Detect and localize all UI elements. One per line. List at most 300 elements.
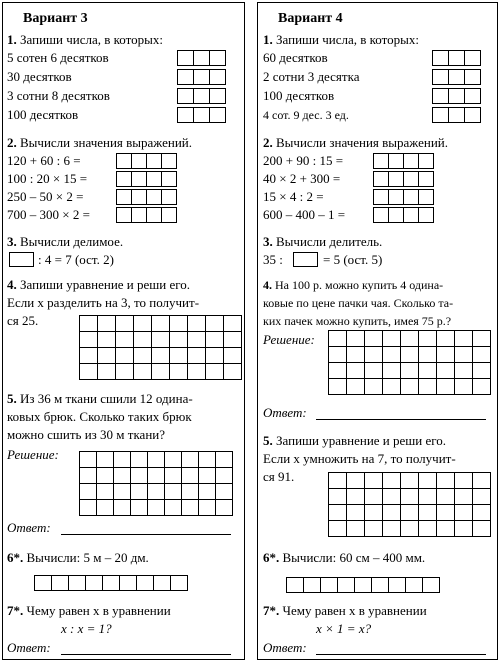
answer-cells[interactable] — [373, 189, 434, 205]
answer-cell[interactable] — [9, 252, 34, 267]
variant-4-card — [257, 2, 498, 660]
task-1-item: 4 сот. 9 дес. 3 ед. — [263, 108, 349, 122]
grid-cell[interactable] — [347, 347, 365, 363]
grid-cell[interactable] — [401, 331, 419, 347]
grid-cell[interactable] — [199, 452, 216, 468]
grid-cell[interactable] — [80, 500, 97, 516]
answer-cells[interactable] — [373, 171, 434, 187]
grid-cell[interactable] — [80, 364, 98, 380]
grid-cell[interactable] — [374, 190, 389, 205]
grid-cell[interactable] — [216, 484, 233, 500]
expression: 120 + 60 : 6 = — [7, 153, 81, 168]
grid-cell[interactable] — [132, 172, 147, 187]
grid-cell[interactable] — [132, 208, 147, 223]
variant-title: Вариант 3 — [23, 11, 88, 26]
grid-cell[interactable] — [194, 70, 210, 85]
grid-cell[interactable] — [383, 505, 401, 521]
equation: x × 1 = x? — [316, 621, 372, 636]
expression: 40 × 2 + 300 = — [263, 171, 341, 186]
answer-label: Ответ: — [7, 640, 51, 655]
grid-cell[interactable] — [404, 172, 419, 187]
grid-cell[interactable] — [178, 70, 194, 85]
task-1-item: 100 десятков — [7, 107, 79, 122]
task-1-item: 100 десятков — [263, 88, 335, 103]
grid-cell[interactable] — [347, 505, 365, 521]
grid-cell[interactable] — [465, 89, 481, 104]
answer-cells[interactable] — [373, 207, 434, 223]
answer-cells[interactable] — [116, 171, 177, 187]
grid-cell[interactable] — [117, 154, 132, 169]
task-4-line: ковые по цене пачки чая. Сколько та- — [263, 296, 454, 310]
grid-cell[interactable] — [401, 505, 419, 521]
grid-cell[interactable] — [473, 363, 491, 379]
answer-cells[interactable] — [177, 50, 226, 66]
grid-cell[interactable] — [97, 484, 114, 500]
grid-cell[interactable] — [114, 484, 131, 500]
grid-cell[interactable] — [372, 578, 389, 593]
task-5-line: Если x умножить на 7, то получит- — [263, 451, 456, 466]
grid-cell[interactable] — [162, 154, 177, 169]
grid-cell[interactable] — [433, 51, 449, 66]
grid-cell[interactable] — [170, 348, 188, 364]
grid-cell[interactable] — [383, 363, 401, 379]
task-7-heading: 7*. Чему равен x в уравнении — [263, 603, 427, 618]
grid-cell[interactable] — [455, 489, 473, 505]
grid-cell[interactable] — [449, 89, 465, 104]
grid-cell[interactable] — [401, 489, 419, 505]
grid-cell[interactable] — [419, 379, 437, 395]
grid-cell[interactable] — [98, 364, 116, 380]
grid-cell[interactable] — [419, 505, 437, 521]
task-6-heading: 6*. Вычисли: 60 см – 400 мм. — [263, 550, 426, 565]
grid-cell[interactable] — [383, 489, 401, 505]
grid-cell[interactable] — [178, 89, 194, 104]
grid-cell[interactable] — [473, 521, 491, 537]
grid-cell[interactable] — [194, 108, 210, 123]
grid-cell[interactable] — [455, 379, 473, 395]
grid-cell[interactable] — [170, 364, 188, 380]
grid-cell[interactable] — [114, 500, 131, 516]
grid-cell[interactable] — [389, 154, 404, 169]
answer-label: Ответ: — [7, 520, 51, 535]
grid-cell[interactable] — [419, 347, 437, 363]
answer-cells[interactable] — [34, 575, 188, 591]
grid-cell[interactable] — [117, 208, 132, 223]
grid-cell[interactable] — [170, 332, 188, 348]
grid-cell[interactable] — [134, 316, 152, 332]
grid-cell[interactable] — [170, 316, 188, 332]
grid-cell[interactable] — [188, 364, 206, 380]
task-4-line: ся 25. — [7, 313, 39, 328]
grid-cell[interactable] — [437, 347, 455, 363]
grid-cell[interactable] — [389, 208, 404, 223]
grid-cell[interactable] — [116, 348, 134, 364]
grid-cell[interactable] — [131, 452, 148, 468]
grid-cell[interactable] — [199, 468, 216, 484]
grid-cell[interactable] — [329, 521, 347, 537]
grid-cell[interactable] — [419, 172, 434, 187]
grid-cell[interactable] — [117, 172, 132, 187]
grid-cell[interactable] — [178, 108, 194, 123]
grid-cell[interactable] — [210, 89, 226, 104]
expression: = 5 (ост. 5) — [323, 252, 383, 267]
grid-cell[interactable] — [374, 172, 389, 187]
grid-cell[interactable] — [437, 363, 455, 379]
grid-cell[interactable] — [473, 489, 491, 505]
grid-cell[interactable] — [401, 379, 419, 395]
grid-cell[interactable] — [165, 468, 182, 484]
grid-cell[interactable] — [365, 347, 383, 363]
grid-cell[interactable] — [147, 208, 162, 223]
grid-cell[interactable] — [114, 452, 131, 468]
task-4-line: ких пачек можно купить, имея 75 р.? — [263, 314, 452, 328]
grid-cell[interactable] — [97, 468, 114, 484]
grid-cell[interactable] — [365, 521, 383, 537]
grid-cell[interactable] — [455, 331, 473, 347]
grid-cell[interactable] — [338, 578, 355, 593]
grid-cell[interactable] — [401, 363, 419, 379]
answer-line[interactable] — [316, 419, 486, 420]
expression: 600 – 400 – 1 = — [263, 207, 346, 222]
grid-cell[interactable] — [419, 489, 437, 505]
grid-cell[interactable] — [210, 51, 226, 66]
grid-cell[interactable] — [473, 347, 491, 363]
grid-cell[interactable] — [152, 332, 170, 348]
grid-cell[interactable] — [383, 347, 401, 363]
grid-cell[interactable] — [148, 484, 165, 500]
grid-cell[interactable] — [473, 473, 491, 489]
grid-cell[interactable] — [224, 364, 242, 380]
expression: : 4 = 7 (ост. 2) — [38, 252, 114, 267]
grid-cell[interactable] — [419, 190, 434, 205]
answer-cells[interactable] — [116, 153, 177, 169]
answer-cell[interactable] — [293, 252, 318, 267]
grid-cell[interactable] — [152, 364, 170, 380]
grid-cell[interactable] — [389, 172, 404, 187]
grid-cell[interactable] — [103, 576, 120, 591]
grid-cell[interactable] — [10, 253, 34, 267]
grid-cell[interactable] — [347, 473, 365, 489]
grid-cell[interactable] — [206, 348, 224, 364]
answer-label: Ответ: — [263, 640, 307, 655]
grid-cell[interactable] — [365, 331, 383, 347]
grid-cell[interactable] — [97, 452, 114, 468]
grid-cell[interactable] — [329, 363, 347, 379]
grid-cell[interactable] — [80, 468, 97, 484]
grid-cell[interactable] — [216, 468, 233, 484]
grid-cell[interactable] — [329, 347, 347, 363]
grid-cell[interactable] — [98, 348, 116, 364]
grid-cell[interactable] — [165, 500, 182, 516]
grid-cell[interactable] — [52, 576, 69, 591]
answer-line[interactable] — [61, 654, 231, 655]
variant-3-card — [2, 2, 245, 660]
grid-cell[interactable] — [365, 363, 383, 379]
grid-cell[interactable] — [383, 379, 401, 395]
grid-cell[interactable] — [188, 332, 206, 348]
grid-cell[interactable] — [437, 489, 455, 505]
grid-cell[interactable] — [389, 578, 406, 593]
grid-cell[interactable] — [465, 70, 481, 85]
grid-cell[interactable] — [321, 578, 338, 593]
grid-cell[interactable] — [455, 505, 473, 521]
grid-cell[interactable] — [473, 505, 491, 521]
grid-cell[interactable] — [98, 316, 116, 332]
grid-cell[interactable] — [162, 190, 177, 205]
task-1-heading: 1. Запиши числа, в которых: — [263, 32, 419, 47]
grid-cell[interactable] — [182, 452, 199, 468]
grid-cell[interactable] — [152, 316, 170, 332]
grid-cell[interactable] — [389, 190, 404, 205]
grid-cell[interactable] — [423, 578, 440, 593]
grid-cell[interactable] — [206, 316, 224, 332]
answer-cells[interactable] — [116, 189, 177, 205]
grid-cell[interactable] — [419, 473, 437, 489]
grid-cell[interactable] — [188, 348, 206, 364]
grid-cell[interactable] — [97, 500, 114, 516]
grid-cell[interactable] — [329, 473, 347, 489]
grid-cell[interactable] — [383, 331, 401, 347]
grid-cell[interactable] — [178, 51, 194, 66]
grid-cell[interactable] — [69, 576, 86, 591]
expression: 15 × 4 : 2 = — [263, 189, 324, 204]
grid-cell[interactable] — [147, 154, 162, 169]
answer-cells[interactable] — [177, 88, 226, 104]
solution-grid[interactable] — [79, 315, 242, 380]
grid-cell[interactable] — [216, 452, 233, 468]
grid-cell[interactable] — [294, 253, 318, 267]
answer-label: Ответ: — [263, 405, 307, 420]
grid-cell[interactable] — [433, 108, 449, 123]
answer-cells[interactable] — [373, 153, 434, 169]
grid-cell[interactable] — [433, 70, 449, 85]
task-7-heading: 7*. Чему равен x в уравнении — [7, 603, 171, 618]
grid-cell[interactable] — [210, 70, 226, 85]
grid-cell[interactable] — [419, 331, 437, 347]
grid-cell[interactable] — [182, 484, 199, 500]
expression: 250 – 50 × 2 = — [7, 189, 84, 204]
grid-cell[interactable] — [383, 473, 401, 489]
grid-cell[interactable] — [165, 452, 182, 468]
grid-cell[interactable] — [86, 576, 103, 591]
task-2-heading: 2. Вычисли значения выражений. — [263, 135, 449, 150]
task-2-heading: 2. Вычисли значения выражений. — [7, 135, 193, 150]
grid-cell[interactable] — [406, 578, 423, 593]
grid-cell[interactable] — [401, 473, 419, 489]
grid-cell[interactable] — [401, 521, 419, 537]
grid-cell[interactable] — [449, 108, 465, 123]
grid-cell[interactable] — [473, 331, 491, 347]
grid-cell[interactable] — [347, 521, 365, 537]
task-4-line: Если x разделить на 3, то получит- — [7, 295, 200, 310]
expression: 35 : — [263, 252, 283, 267]
grid-cell[interactable] — [152, 348, 170, 364]
grid-cell[interactable] — [120, 576, 137, 591]
answer-cells[interactable] — [432, 88, 481, 104]
variant-title: Вариант 4 — [278, 11, 343, 26]
grid-cell[interactable] — [210, 108, 226, 123]
grid-cell[interactable] — [162, 172, 177, 187]
task-1-heading: 1. Запиши числа, в которых: — [7, 32, 163, 47]
task-4-line: 4. На 100 р. можно купить 4 одина- — [263, 278, 444, 292]
grid-cell[interactable] — [419, 363, 437, 379]
expression: 100 : 20 × 15 = — [7, 171, 88, 186]
grid-cell[interactable] — [374, 208, 389, 223]
grid-cell[interactable] — [437, 331, 455, 347]
grid-cell[interactable] — [419, 208, 434, 223]
grid-cell[interactable] — [287, 578, 304, 593]
task-6-heading: 6*. Вычисли: 5 м – 20 дм. — [7, 550, 149, 565]
grid-cell[interactable] — [365, 505, 383, 521]
grid-cell[interactable] — [404, 154, 419, 169]
grid-cell[interactable] — [98, 332, 116, 348]
grid-cell[interactable] — [148, 468, 165, 484]
answer-cells[interactable] — [177, 107, 226, 123]
grid-cell[interactable] — [224, 332, 242, 348]
grid-cell[interactable] — [401, 347, 419, 363]
solution-label: Решение: — [7, 447, 59, 462]
grid-cell[interactable] — [188, 316, 206, 332]
grid-cell[interactable] — [206, 364, 224, 380]
grid-cell[interactable] — [329, 331, 347, 347]
grid-cell[interactable] — [455, 363, 473, 379]
grid-cell[interactable] — [473, 379, 491, 395]
answer-cells[interactable] — [432, 50, 481, 66]
grid-cell[interactable] — [404, 208, 419, 223]
task-1-item: 5 сотен 6 десятков — [7, 50, 109, 65]
answer-cells[interactable] — [286, 577, 440, 593]
grid-cell[interactable] — [419, 154, 434, 169]
grid-cell[interactable] — [347, 379, 365, 395]
grid-cell[interactable] — [437, 505, 455, 521]
grid-cell[interactable] — [80, 348, 98, 364]
answer-cells[interactable] — [432, 69, 481, 85]
task-5-line: ся 91. — [263, 469, 295, 484]
grid-cell[interactable] — [131, 468, 148, 484]
grid-cell[interactable] — [365, 473, 383, 489]
grid-cell[interactable] — [455, 521, 473, 537]
solution-grid[interactable] — [79, 451, 233, 516]
solution-grid[interactable] — [328, 472, 491, 537]
task-3-heading: 3. Вычисли делимое. — [7, 234, 124, 249]
grid-cell[interactable] — [404, 190, 419, 205]
grid-cell[interactable] — [137, 576, 154, 591]
task-5-line: 5. Запиши уравнение и реши его. — [263, 433, 447, 448]
grid-cell[interactable] — [131, 500, 148, 516]
grid-cell[interactable] — [224, 348, 242, 364]
grid-cell[interactable] — [437, 473, 455, 489]
grid-cell[interactable] — [154, 576, 171, 591]
grid-cell[interactable] — [131, 484, 148, 500]
task-5-line: можно сшить из 30 м ткани? — [7, 427, 166, 442]
grid-cell[interactable] — [132, 190, 147, 205]
solution-grid[interactable] — [328, 330, 491, 395]
grid-cell[interactable] — [35, 576, 52, 591]
answer-cells[interactable] — [116, 207, 177, 223]
grid-cell[interactable] — [347, 363, 365, 379]
task-1-item: 3 сотни 8 десятков — [7, 88, 110, 103]
grid-cell[interactable] — [182, 500, 199, 516]
grid-cell[interactable] — [216, 500, 233, 516]
grid-cell[interactable] — [437, 379, 455, 395]
equation: x : x = 1? — [61, 621, 112, 636]
grid-cell[interactable] — [465, 51, 481, 66]
grid-cell[interactable] — [132, 154, 147, 169]
grid-cell[interactable] — [114, 468, 131, 484]
grid-cell[interactable] — [147, 190, 162, 205]
expression: 200 + 90 : 15 = — [263, 153, 344, 168]
grid-cell[interactable] — [148, 500, 165, 516]
grid-cell[interactable] — [329, 505, 347, 521]
answer-cells[interactable] — [432, 107, 481, 123]
expression: 700 – 300 × 2 = — [7, 207, 90, 222]
grid-cell[interactable] — [194, 89, 210, 104]
grid-cell[interactable] — [206, 332, 224, 348]
grid-cell[interactable] — [80, 332, 98, 348]
grid-cell[interactable] — [365, 379, 383, 395]
grid-cell[interactable] — [365, 489, 383, 505]
grid-cell[interactable] — [383, 521, 401, 537]
grid-cell[interactable] — [148, 452, 165, 468]
grid-cell[interactable] — [304, 578, 321, 593]
grid-cell[interactable] — [347, 331, 365, 347]
task-4-line: 4. Запиши уравнение и реши его. — [7, 277, 191, 292]
grid-cell[interactable] — [224, 316, 242, 332]
grid-cell[interactable] — [134, 332, 152, 348]
grid-cell[interactable] — [449, 70, 465, 85]
grid-cell[interactable] — [165, 484, 182, 500]
answer-cells[interactable] — [177, 69, 226, 85]
grid-cell[interactable] — [117, 190, 132, 205]
grid-cell[interactable] — [80, 484, 97, 500]
grid-cell[interactable] — [116, 364, 134, 380]
grid-cell[interactable] — [116, 332, 134, 348]
grid-cell[interactable] — [199, 500, 216, 516]
grid-cell[interactable] — [171, 576, 188, 591]
grid-cell[interactable] — [449, 51, 465, 66]
task-1-item: 60 десятков — [263, 50, 328, 65]
answer-line[interactable] — [61, 534, 231, 535]
grid-cell[interactable] — [116, 316, 134, 332]
grid-cell[interactable] — [455, 473, 473, 489]
task-1-item: 2 сотни 3 десятка — [263, 69, 360, 84]
grid-cell[interactable] — [147, 172, 162, 187]
grid-cell[interactable] — [433, 89, 449, 104]
grid-cell[interactable] — [182, 468, 199, 484]
grid-cell[interactable] — [134, 364, 152, 380]
grid-cell[interactable] — [347, 489, 365, 505]
grid-cell[interactable] — [199, 484, 216, 500]
task-5-line: ковых брюк. Сколько таких брюк — [7, 409, 192, 424]
task-5-line: 5. Из 36 м ткани сшили 12 одина- — [7, 391, 193, 406]
grid-cell[interactable] — [194, 51, 210, 66]
answer-line[interactable] — [316, 654, 486, 655]
grid-cell[interactable] — [374, 154, 389, 169]
grid-cell[interactable] — [465, 108, 481, 123]
grid-cell[interactable] — [329, 379, 347, 395]
task-3-heading: 3. Вычисли делитель. — [263, 234, 383, 249]
grid-cell[interactable] — [455, 347, 473, 363]
solution-label: Решение: — [263, 332, 315, 347]
grid-cell[interactable] — [437, 521, 455, 537]
grid-cell[interactable] — [329, 489, 347, 505]
grid-cell[interactable] — [134, 348, 152, 364]
grid-cell[interactable] — [80, 316, 98, 332]
grid-cell[interactable] — [80, 452, 97, 468]
grid-cell[interactable] — [355, 578, 372, 593]
grid-cell[interactable] — [419, 521, 437, 537]
grid-cell[interactable] — [162, 208, 177, 223]
